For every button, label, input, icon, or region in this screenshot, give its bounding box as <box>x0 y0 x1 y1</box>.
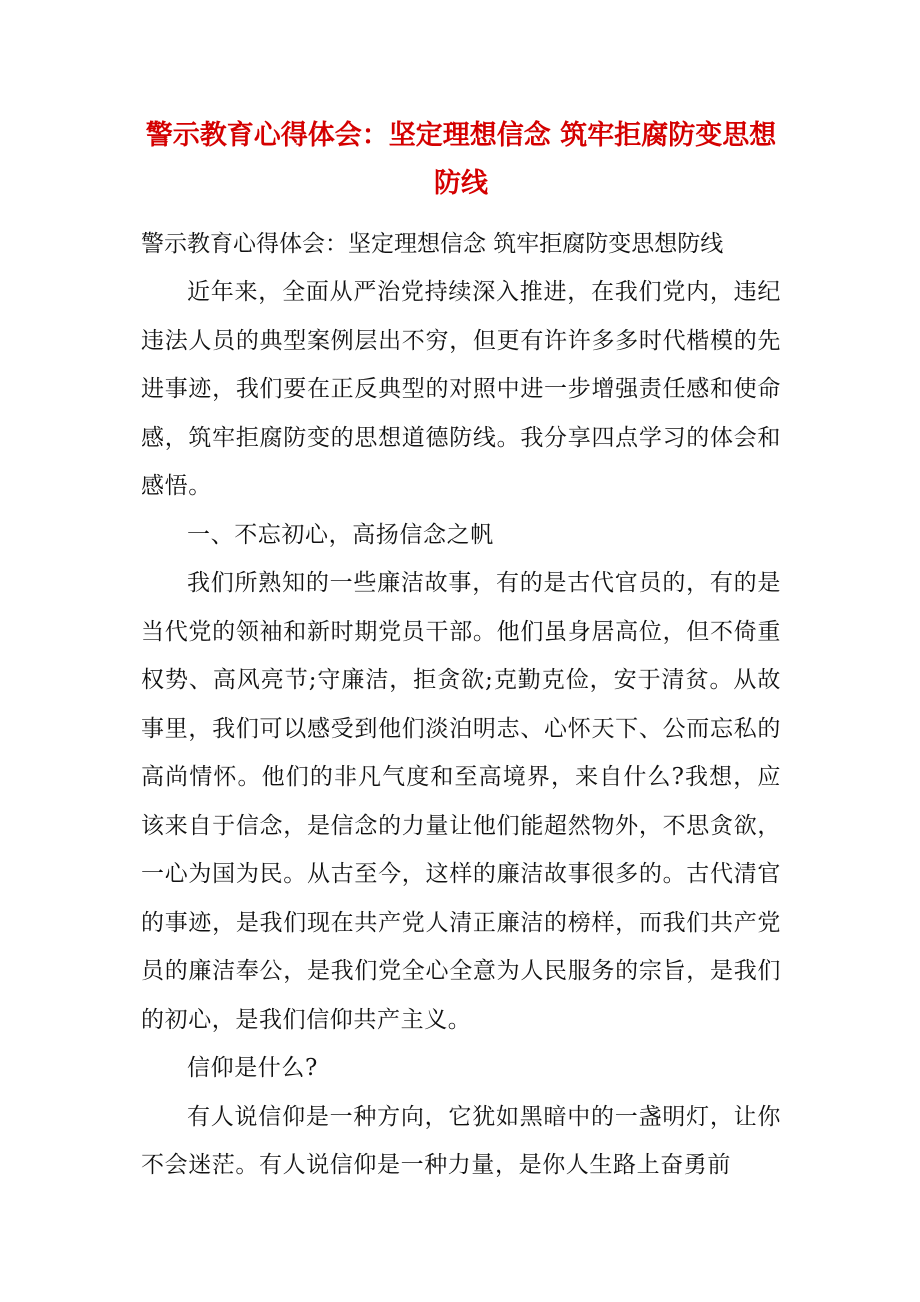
document-subtitle: 警示教育心得体会：坚定理想信念 筑牢拒腐防变思想防线 <box>141 231 724 257</box>
document-page <box>141 112 781 1190</box>
section-heading-1: 一、不忘初心，高扬信念之帆 <box>187 521 494 548</box>
paragraph-intro: 近年来，全面从严治党持续深入推进，在我们党内，违纪违法人员的典型案例层出不穷，但更有许许多多时代楷模的先进事迹，我们要在正反典型的对照中进一步增强责任感和使命感，筑牢拒腐防变的思想道德防线。我分享四点学习的体会和感悟。 <box>141 279 781 499</box>
document-title: 警示教育心得体会：坚定理想信念 筑牢拒腐防变思想防线 <box>145 120 777 199</box>
paragraph-faith: 有人说信仰是一种方向，它犹如黑暗中的一盏明灯，让你不会迷茫。有人说信仰是一种力量，是你人生路上奋勇前 <box>141 1103 781 1178</box>
paragraph-question: 信仰是什么? <box>187 1055 318 1081</box>
paragraph-stories: 我们所熟知的一些廉洁故事，有的是古代官员的，有的是当代党的领袖和新时期党员干部。他们虽身居高位，但不倚重权势、高风亮节;守廉洁，拒贪欲;克勤克俭，安于清贫。从故事里，我们可以感受到他们淡泊明志、心怀天下、公而忘私的高尚情怀。他们的非凡气度和至高境界，来自什么?我想，应该来自于信念，是信念的力量让他们能超然物外，不思贪欲，一心为国为民。从古至今，这样的廉洁故事很多的。古代清官的事迹，是我们现在共产党人清正廉洁的榜样，而我们共产党员的廉洁奉公，是我们党全心全意为人民服务的宗旨，是我们的初心，是我们信仰共产主义。 <box>141 570 781 1033</box>
